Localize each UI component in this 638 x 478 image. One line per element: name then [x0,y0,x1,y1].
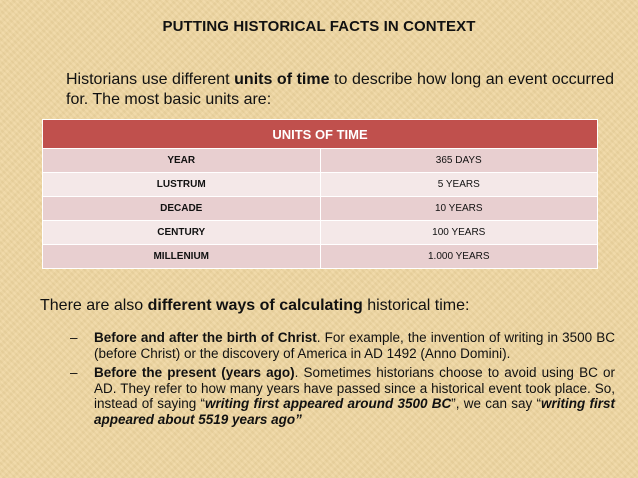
table-row [43,245,598,269]
units-of-time-table [42,119,598,269]
value-cell: 365 DAYS [320,149,598,173]
bullet-birth-of-christ [70,330,615,361]
value-cell: 5 YEARS [320,173,598,197]
unit-cell: MILLENIUM [43,245,321,269]
table-header: UNITS OF TIME [43,120,598,149]
table-row [43,197,598,221]
calculation-paragraph [40,296,620,316]
intro-paragraph [66,70,614,110]
bullet-text: . For example, the invention of writing in 3500 BC (before Christ) or the discovery of America in AD 1492 (Anno Domini). [94,330,616,361]
value-cell: 100 YEARS [320,221,598,245]
bullet-quote-2: writing first appeared about 5519 years ago” [94,396,616,427]
calc-text-start: There are also [40,297,148,314]
value-cell: 10 YEARS [320,197,598,221]
page-title: PUTTING HISTORICAL FACTS IN CONTEXT [162,18,476,35]
unit-cell: LUSTRUM [43,173,321,197]
calc-text-end: historical time: [362,297,470,314]
bullet-before-present [70,365,615,427]
intro-bold-term: units of time [234,71,330,88]
table-row [43,221,598,245]
table-row [43,173,598,197]
intro-text-end: to describe how long an event occurred for. The most basic units are: [66,71,615,108]
bullet-text: . Sometimes historians choose to avoid using BC or AD. They refer to how many years have passed since a historical event took place. So, instead of saying “ [94,365,615,411]
value-cell: 1.000 YEARS [320,245,598,269]
bullet-list [70,330,615,431]
unit-cell: DECADE [43,197,321,221]
bullet-heading: Before the present (years ago) [94,365,295,380]
unit-cell: YEAR [43,149,321,173]
dash-marker: – [70,365,78,380]
intro-text-start: Historians use different [66,71,235,88]
unit-cell: CENTURY [43,221,321,245]
calc-bold-term: different ways of calculating [147,297,363,314]
bullet-heading: Before and after the birth of Christ [94,330,317,345]
dash-marker: – [70,330,78,345]
bullet-text-mid: ”, we can say “ [451,396,542,411]
bullet-quote-1: writing first appeared around 3500 BC [205,396,452,411]
table-row [43,149,598,173]
